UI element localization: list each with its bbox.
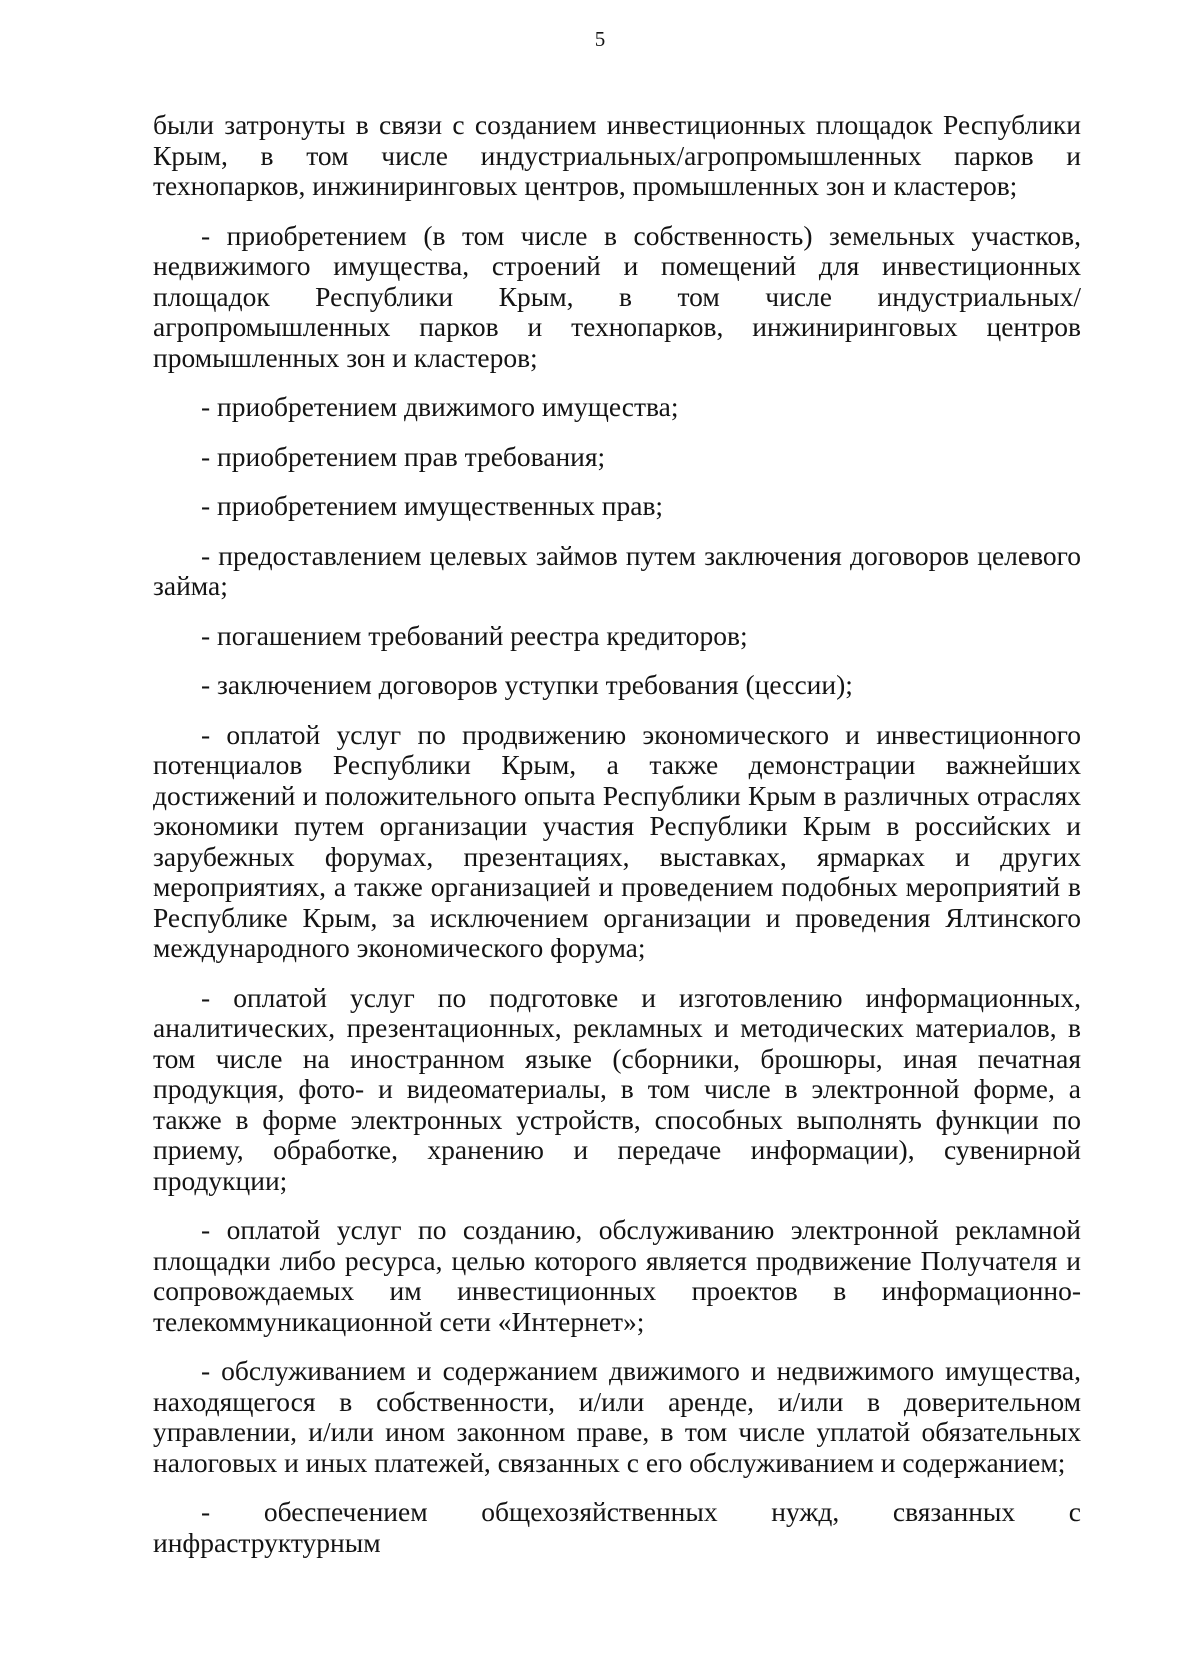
list-item-target-loans: - предоставлением целевых займов путем заключения договоров целевого займа;	[153, 539, 1081, 601]
list-item-information-materials: - оплатой услуг по подготовке и изготовлению информационных, аналитических, презентационных, рекламных и методических материалов, в том числе на иностранном языке (сборники, брошюры, иная печатная продукция, фото- и видеоматериалы, в том числе в электронной форме, а также в форме электронных устройств, способных выполнять функции по приему, обработке, хранению и передаче информации), сувенирной продукции;	[153, 981, 1081, 1196]
list-item-assignment-contracts: - заключением договоров уступки требования (цессии);	[201, 669, 853, 700]
list-item-property-maintenance: - обслуживанием и содержанием движимого и недвижимого имущества, находящегося в собственности, и/или аренде, и/или в доверительном управлении, и/или ином законном праве, в том числе уплатой обязательных налоговых и иных платежей, связанных с его обслуживанием и содержанием;	[153, 1355, 1081, 1478]
list-item-claim-rights: - приобретением прав требования;	[201, 440, 606, 472]
list-item-promotion-services: - оплатой услуг по продвижению экономического и инвестиционного потенциалов Республики Крым, а также демонстрации важнейших достижений и положительного опыта Республики Крым в различных отраслях экономики путем организации участия Республики Крым в российских и зарубежных форумах, презентациях, выставках, ярмарках и других мероприятиях, а также организацией и проведением подобных мероприятий в Республике Крым, за исключением организации и проведения Ялтинского международного экономического форума;	[153, 718, 1081, 963]
page-number: 5	[594, 27, 606, 51]
document-body	[153, 110, 1081, 1558]
list-item-land-acquisition: - приобретением (в том числе в собственность) земельных участков, недвижимого имущества, строений и помещений для инвестиционных площадок Республики Крым, в том числе индустриальных/агропромышленных парков и технопарков, инжиниринговых центров промышленных зон и кластеров;	[153, 219, 1081, 373]
list-item-electronic-platform: - оплатой услуг по созданию, обслуживанию электронной рекламной площадки либо ресурса, целью которого является продвижение Получателя и сопровождаемых им инвестиционных проектов в информационно-телекоммуникационной сети «Интернет»;	[153, 1214, 1081, 1337]
list-item-property-rights: - приобретением имущественных прав;	[201, 490, 664, 521]
paragraph-continuation: были затронуты в связи с созданием инвестиционных площадок Республики Крым, в том числе индустриальных/агропромышленных парков и технопарков, инжиниринговых центров, промышленных зон и кластеров;	[153, 109, 1081, 201]
list-item-movable-property: - приобретением движимого имущества;	[201, 391, 679, 422]
list-item-general-needs: - обеспечением общехозяйственных нужд, связанных с инфраструктурным	[153, 1496, 1081, 1558]
list-item-creditor-claims: - погашением требований реестра кредиторов;	[201, 619, 748, 651]
